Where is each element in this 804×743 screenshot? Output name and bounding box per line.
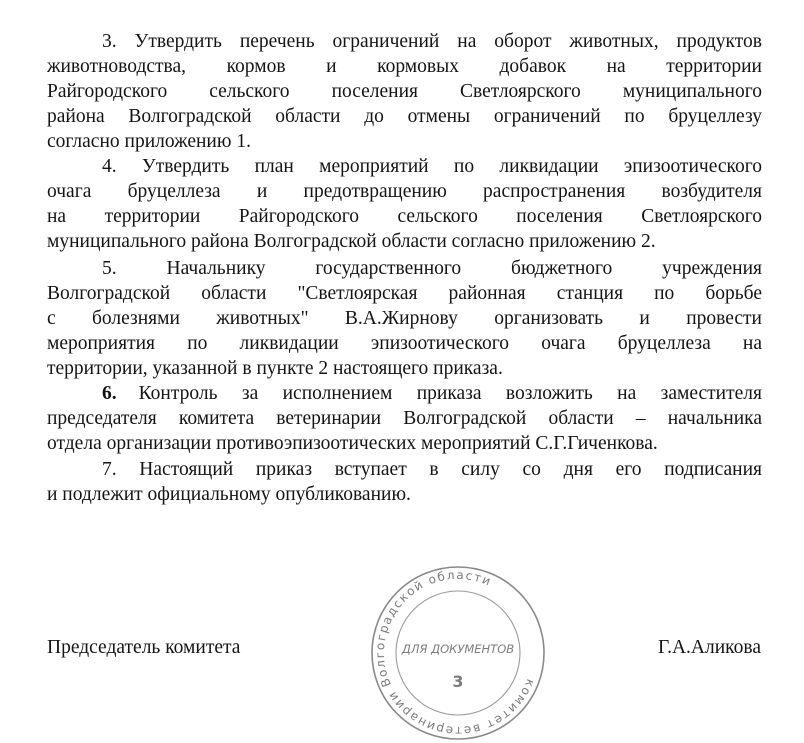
stamp-outer-text-path: комитет ветеринарии Волгоградской области bbox=[372, 567, 538, 739]
paragraph-number: 6. bbox=[102, 383, 117, 404]
text-line: Райгородского сельского поселения Светлоярского муниципального bbox=[47, 81, 762, 102]
text-line: на территории Райгородского сельского поселения Светлоярского bbox=[47, 206, 762, 227]
round-stamp bbox=[368, 563, 548, 743]
signatory-name: Г.А.Аликова bbox=[658, 637, 761, 658]
text-line: 5. Начальнику государственного бюджетного учреждения bbox=[102, 258, 762, 279]
text-line: территории, указанной в пункте 2 настоящего приказа. bbox=[47, 358, 503, 379]
text-line: муниципального района Волгоградской области согласно приложению 2. bbox=[47, 231, 656, 252]
text-line: согласно приложению 1. bbox=[47, 131, 251, 152]
text-line: района Волгоградской области до отмены ограничений по бруцеллезу bbox=[47, 106, 762, 127]
text-line: 3. Утвердить перечень ограничений на оборот животных, продуктов bbox=[102, 31, 762, 52]
text-line: 7. Настоящий приказ вступает в силу со дня его подписания bbox=[102, 459, 762, 480]
text-line: и подлежит официальному опубликованию. bbox=[47, 484, 411, 505]
text-line: отдела организации противоэпизоотических мероприятий С.Г.Гиченкова. bbox=[47, 433, 658, 454]
paragraph-6 bbox=[47, 381, 762, 456]
text-line: мероприятия по ликвидации эпизоотического очага бруцеллеза на bbox=[47, 333, 762, 354]
text-line: председателя комитета ветеринарии Волгоградской области – начальника bbox=[47, 408, 762, 429]
paragraph-4 bbox=[47, 154, 762, 254]
signatory-position: Председатель комитета bbox=[47, 637, 241, 658]
text-line: очага бруцеллеза и предотвращению распространения возбудителя bbox=[47, 181, 762, 202]
text-line: Волгоградской области "Светлоярская районная станция по борьбе bbox=[47, 283, 762, 304]
text-line-content: Контроль за исполнением приказа возложить на заместителя bbox=[138, 383, 762, 404]
text-line bbox=[47, 381, 762, 406]
text-line: животноводства, кормов и кормовых добавок на территории bbox=[47, 56, 762, 77]
paragraph-5 bbox=[47, 256, 762, 381]
text-line: с болезнями животных" В.А.Жирнову организовать и провести bbox=[47, 308, 762, 329]
stamp-center-text: ДЛЯ ДОКУМЕНТОВ bbox=[401, 642, 515, 656]
paragraph-7 bbox=[47, 457, 762, 507]
paragraph-3 bbox=[47, 29, 762, 154]
stamp-number: 3 bbox=[452, 672, 464, 691]
text-line: 4. Утвердить план мероприятий по ликвидации эпизоотического bbox=[102, 156, 762, 177]
